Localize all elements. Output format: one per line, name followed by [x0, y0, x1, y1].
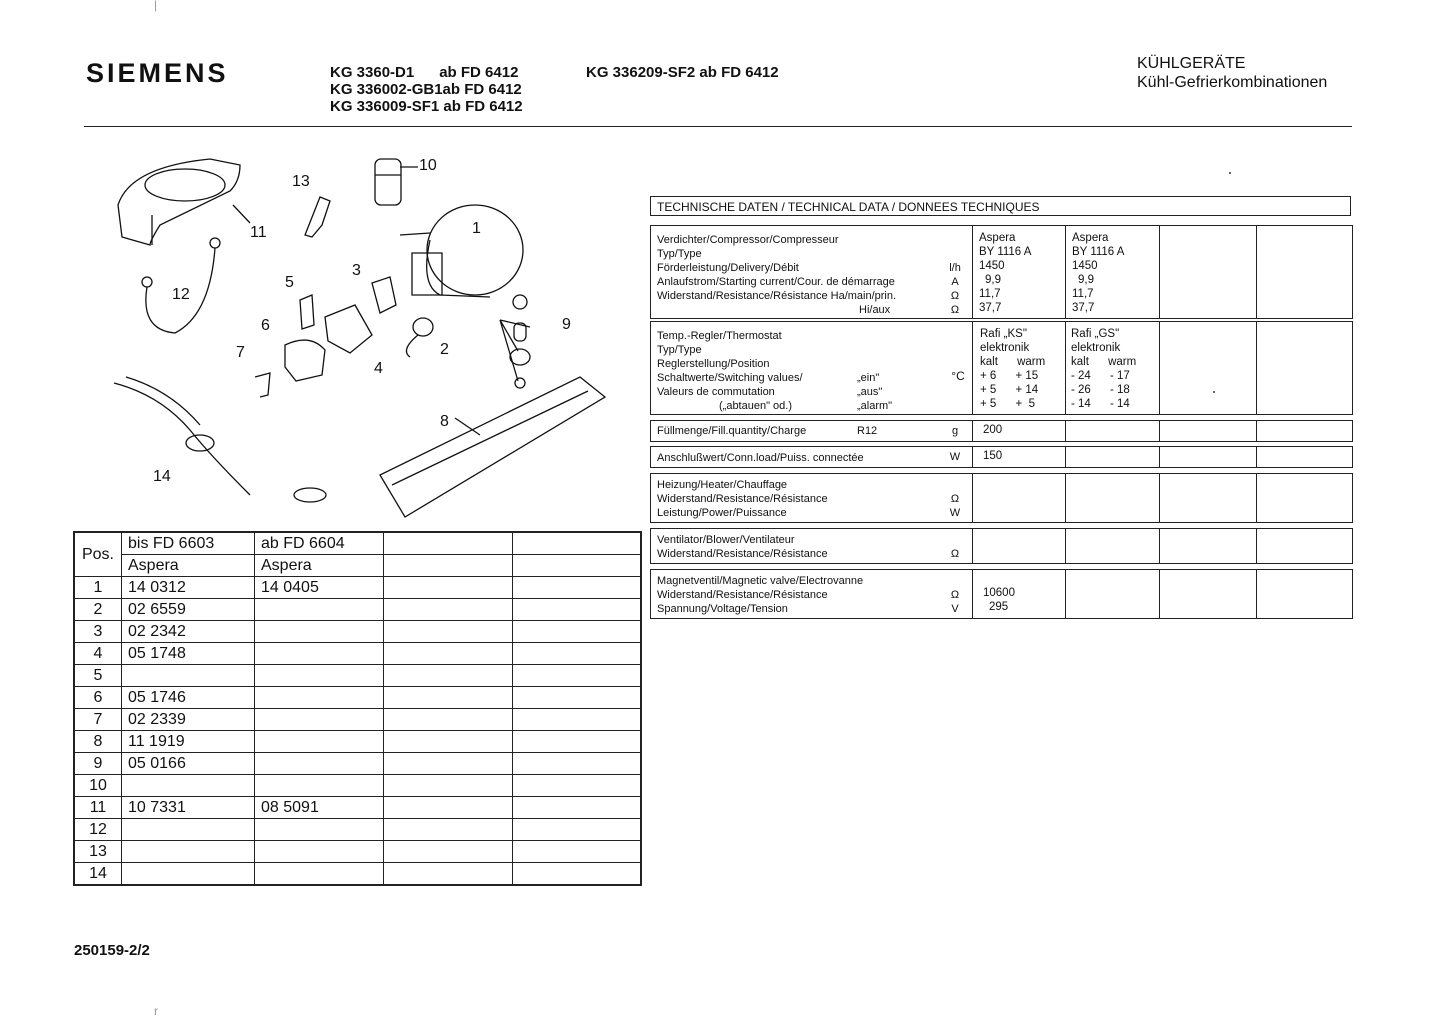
value: 9,9 — [1078, 274, 1094, 286]
empty-cell — [384, 753, 513, 775]
label: Anlaufstrom/Starting current/Cour. de démarrage — [657, 276, 895, 288]
table-row — [74, 665, 641, 687]
unit: Ω — [950, 493, 960, 505]
part-number-new: 08 5091 — [255, 797, 384, 819]
table-row — [74, 577, 641, 599]
label: Anschlußwert/Conn.load/Puiss. connectée — [657, 452, 864, 464]
empty-cell — [513, 643, 642, 665]
col2-sub: Aspera — [255, 555, 384, 577]
parts-table — [73, 531, 642, 886]
callout-6: 6 — [261, 317, 270, 334]
state: „ein" — [857, 372, 880, 384]
value: - 24 - 17 — [1071, 370, 1130, 382]
empty-cell — [513, 687, 642, 709]
label: Füllmenge/Fill.quantity/Charge — [657, 425, 807, 437]
callout-7: 7 — [236, 344, 245, 361]
part-capacitor — [375, 159, 401, 205]
table-row — [74, 841, 641, 863]
empty-cell — [384, 687, 513, 709]
header-divider — [84, 126, 1352, 127]
label: Valeurs de commutation — [657, 386, 775, 398]
label: Förderleistung/Delivery/Débit — [657, 262, 799, 274]
unit: g — [951, 425, 959, 437]
exploded-parts-diagram — [100, 145, 620, 525]
tech-title: TECHNISCHE DATEN / TECHNICAL DATA / DONNEES TECHNIQUES — [650, 196, 1351, 216]
part-number-new — [255, 665, 384, 687]
part-cap — [285, 340, 325, 381]
part-bracket — [305, 197, 330, 237]
empty-cell — [384, 532, 513, 555]
label: Widerstand/Resistance/Résistance — [657, 589, 828, 601]
pos: 6 — [74, 687, 122, 709]
refrigerant: R12 — [857, 425, 878, 437]
category-title — [1137, 54, 1327, 92]
empty-cell — [513, 775, 642, 797]
label: Schaltwerte/Switching values/ — [657, 372, 803, 384]
part-number: 14 0312 — [122, 577, 255, 599]
unit: Ω — [950, 304, 960, 316]
tech-thermostat — [650, 321, 1353, 415]
empty-cell — [384, 731, 513, 753]
label: Ventilator/Blower/Ventilateur — [657, 534, 795, 546]
part-number-new — [255, 621, 384, 643]
part-spring — [255, 373, 270, 397]
callout-13: 13 — [292, 173, 310, 190]
value: 11,7 — [979, 288, 1001, 300]
empty-cell — [384, 797, 513, 819]
value: 200 — [983, 424, 1003, 436]
value: + 6 + 15 — [980, 370, 1039, 382]
part-number: 05 1746 — [122, 687, 255, 709]
value: - 26 - 18 — [1071, 384, 1130, 396]
empty-cell — [384, 841, 513, 863]
table-row — [74, 775, 641, 797]
model-line: KG 3360-D1 ab FD 6412 — [330, 64, 519, 81]
value: 1450 — [979, 260, 1005, 272]
empty-cell — [384, 643, 513, 665]
part-compressor — [400, 205, 523, 297]
empty-cell — [384, 599, 513, 621]
table-row — [74, 819, 641, 841]
table-row — [74, 621, 641, 643]
part-clip — [300, 295, 314, 329]
label: Hi/aux — [859, 304, 891, 316]
part-number: 02 2339 — [122, 709, 255, 731]
value: 37,7 — [1072, 302, 1095, 314]
label: Widerstand/Resistance/Résistance — [657, 548, 828, 560]
empty-cell — [513, 731, 642, 753]
pos: 1 — [74, 577, 122, 599]
callout-1: 1 — [472, 220, 481, 237]
pos: 2 — [74, 599, 122, 621]
unit: W — [949, 507, 961, 519]
table-row — [74, 753, 641, 775]
table-row — [74, 599, 641, 621]
value: elektronik — [1071, 342, 1121, 354]
tech-compressor — [650, 225, 1353, 319]
unit: °C — [951, 369, 965, 383]
empty-cell — [513, 753, 642, 775]
category: KÜHLGERÄTE — [1137, 55, 1246, 72]
empty-cell — [513, 819, 642, 841]
callout-12: 12 — [172, 286, 190, 303]
table-row — [74, 709, 641, 731]
pos: 13 — [74, 841, 122, 863]
value: elektronik — [980, 342, 1030, 354]
empty-cell — [384, 863, 513, 886]
label: („abtauen" od.) — [719, 400, 793, 412]
empty-cell — [384, 577, 513, 599]
part-number-new — [255, 819, 384, 841]
value: 150 — [983, 450, 1003, 462]
pos: 12 — [74, 819, 122, 841]
pos: 7 — [74, 709, 122, 731]
part-number-new — [255, 775, 384, 797]
value: kalt warm — [1071, 356, 1137, 368]
empty-cell — [384, 555, 513, 577]
col1-header: bis FD 6603 — [122, 532, 255, 555]
pos: 11 — [74, 797, 122, 819]
table-row — [74, 731, 641, 753]
empty-cell — [513, 665, 642, 687]
value: + 5 + 5 — [980, 398, 1035, 410]
table-row — [74, 643, 641, 665]
subcategory: Kühl-Gefrierkombinationen — [1137, 74, 1328, 91]
unit: Ω — [950, 548, 960, 560]
value: 295 — [989, 601, 1009, 613]
label: Magnetventil/Magnetic valve/Electrovanne — [657, 575, 864, 587]
callout-11: 11 — [250, 224, 267, 241]
empty-cell — [513, 797, 642, 819]
value: 9,9 — [985, 274, 1001, 286]
empty-cell — [513, 599, 642, 621]
table-row — [74, 687, 641, 709]
callout-2: 2 — [440, 341, 449, 358]
value: Aspera — [1072, 232, 1109, 244]
pos: 5 — [74, 665, 122, 687]
part-number-new — [255, 709, 384, 731]
part-number: 11 1919 — [122, 731, 255, 753]
value: BY 1116 A — [979, 246, 1032, 258]
part-number — [122, 841, 255, 863]
model-right: KG 336209-SF2 ab FD 6412 — [586, 64, 779, 81]
table-row — [74, 863, 641, 886]
empty-cell — [513, 621, 642, 643]
label: Widerstand/Resistance/Résistance — [657, 493, 828, 505]
part-base-rail — [380, 377, 605, 517]
brand-logo: SIEMENS — [86, 58, 229, 88]
empty-cell — [513, 841, 642, 863]
part-number — [122, 863, 255, 886]
unit: Ω — [950, 589, 960, 601]
value: Rafi „KS" — [980, 328, 1027, 340]
model-line: KG 336009-SF1 ab FD 6412 — [330, 98, 523, 115]
value: kalt warm — [980, 356, 1046, 368]
value: 37,7 — [979, 302, 1002, 314]
empty-cell — [513, 863, 642, 886]
callout-10: 10 — [419, 157, 437, 174]
tech-heater — [650, 473, 1353, 523]
pos: 3 — [74, 621, 122, 643]
part-number: 05 0166 — [122, 753, 255, 775]
scan-mark: r — [154, 1004, 158, 1018]
part-number-new — [255, 731, 384, 753]
value: 1450 — [1072, 260, 1098, 272]
document-number: 250159-2/2 — [74, 942, 150, 959]
value: Aspera — [979, 232, 1016, 244]
scan-mark: | — [154, 0, 158, 12]
value: - 14 - 14 — [1071, 398, 1130, 410]
part-number-new — [255, 687, 384, 709]
part-overload — [406, 318, 433, 357]
col1-sub: Aspera — [122, 555, 255, 577]
part-number: 02 6559 — [122, 599, 255, 621]
unit: W — [949, 451, 961, 463]
label: Spannung/Voltage/Tension — [657, 603, 788, 615]
tech-blower — [650, 528, 1353, 564]
value: 11,7 — [1072, 288, 1094, 300]
value: 10600 — [983, 587, 1015, 599]
part-cable — [114, 377, 326, 502]
part-number: 10 7331 — [122, 797, 255, 819]
part-number-new — [255, 643, 384, 665]
label: Typ/Type — [657, 344, 702, 356]
label: Reglerstellung/Position — [657, 358, 770, 370]
empty-cell — [384, 819, 513, 841]
model-line: KG 336002-GB1ab FD 6412 — [330, 81, 522, 98]
callout-8: 8 — [440, 413, 449, 430]
part-relay — [372, 277, 396, 313]
callout-9: 9 — [562, 316, 571, 333]
label: Leistung/Power/Puissance — [657, 507, 787, 519]
part-number-new — [255, 599, 384, 621]
pos-header: Pos. — [74, 532, 122, 577]
unit: Ω — [950, 290, 960, 302]
value: + 5 + 14 — [980, 384, 1039, 396]
unit: A — [951, 276, 959, 288]
empty-cell — [513, 555, 642, 577]
tech-valve — [650, 569, 1353, 619]
part-number-new: 14 0405 — [255, 577, 384, 599]
state: „alarm" — [857, 400, 893, 412]
callout-3: 3 — [352, 262, 361, 279]
label: Typ/Type — [657, 248, 702, 260]
label: Verdichter/Compressor/Compresseur — [657, 234, 839, 246]
part-number: 02 2342 — [122, 621, 255, 643]
callout-5: 5 — [285, 274, 294, 291]
label: Heizung/Heater/Chauffage — [657, 479, 788, 491]
label: Widerstand/Resistance/Résistance Ha/main/prin. — [657, 290, 897, 302]
col2-header: ab FD 6604 — [255, 532, 384, 555]
callout-4: 4 — [374, 360, 383, 377]
part-number: 05 1748 — [122, 643, 255, 665]
empty-cell — [384, 775, 513, 797]
pos: 8 — [74, 731, 122, 753]
pos: 4 — [74, 643, 122, 665]
value: Rafi „GS" — [1071, 328, 1120, 340]
state: „aus" — [857, 386, 883, 398]
model-list — [330, 64, 523, 115]
callout-14: 14 — [153, 468, 171, 485]
empty-cell — [384, 621, 513, 643]
value: BY 1116 A — [1072, 246, 1125, 258]
part-number — [122, 819, 255, 841]
unit: l/h — [949, 262, 961, 274]
table-row — [74, 797, 641, 819]
part-number — [122, 775, 255, 797]
part-number-new — [255, 753, 384, 775]
tech-load — [650, 446, 1353, 468]
empty-cell — [384, 665, 513, 687]
pos: 10 — [74, 775, 122, 797]
part-drip-tray — [118, 159, 240, 245]
empty-cell — [384, 709, 513, 731]
pos: 14 — [74, 863, 122, 886]
part-number-new — [255, 841, 384, 863]
part-number — [122, 665, 255, 687]
unit: V — [951, 603, 959, 615]
tech-charge — [650, 420, 1353, 442]
part-number-new — [255, 863, 384, 886]
label: Temp.-Regler/Thermostat — [657, 330, 782, 342]
pos: 9 — [74, 753, 122, 775]
empty-cell — [513, 532, 642, 555]
part-cover — [325, 305, 372, 353]
empty-cell — [513, 577, 642, 599]
empty-cell — [513, 709, 642, 731]
